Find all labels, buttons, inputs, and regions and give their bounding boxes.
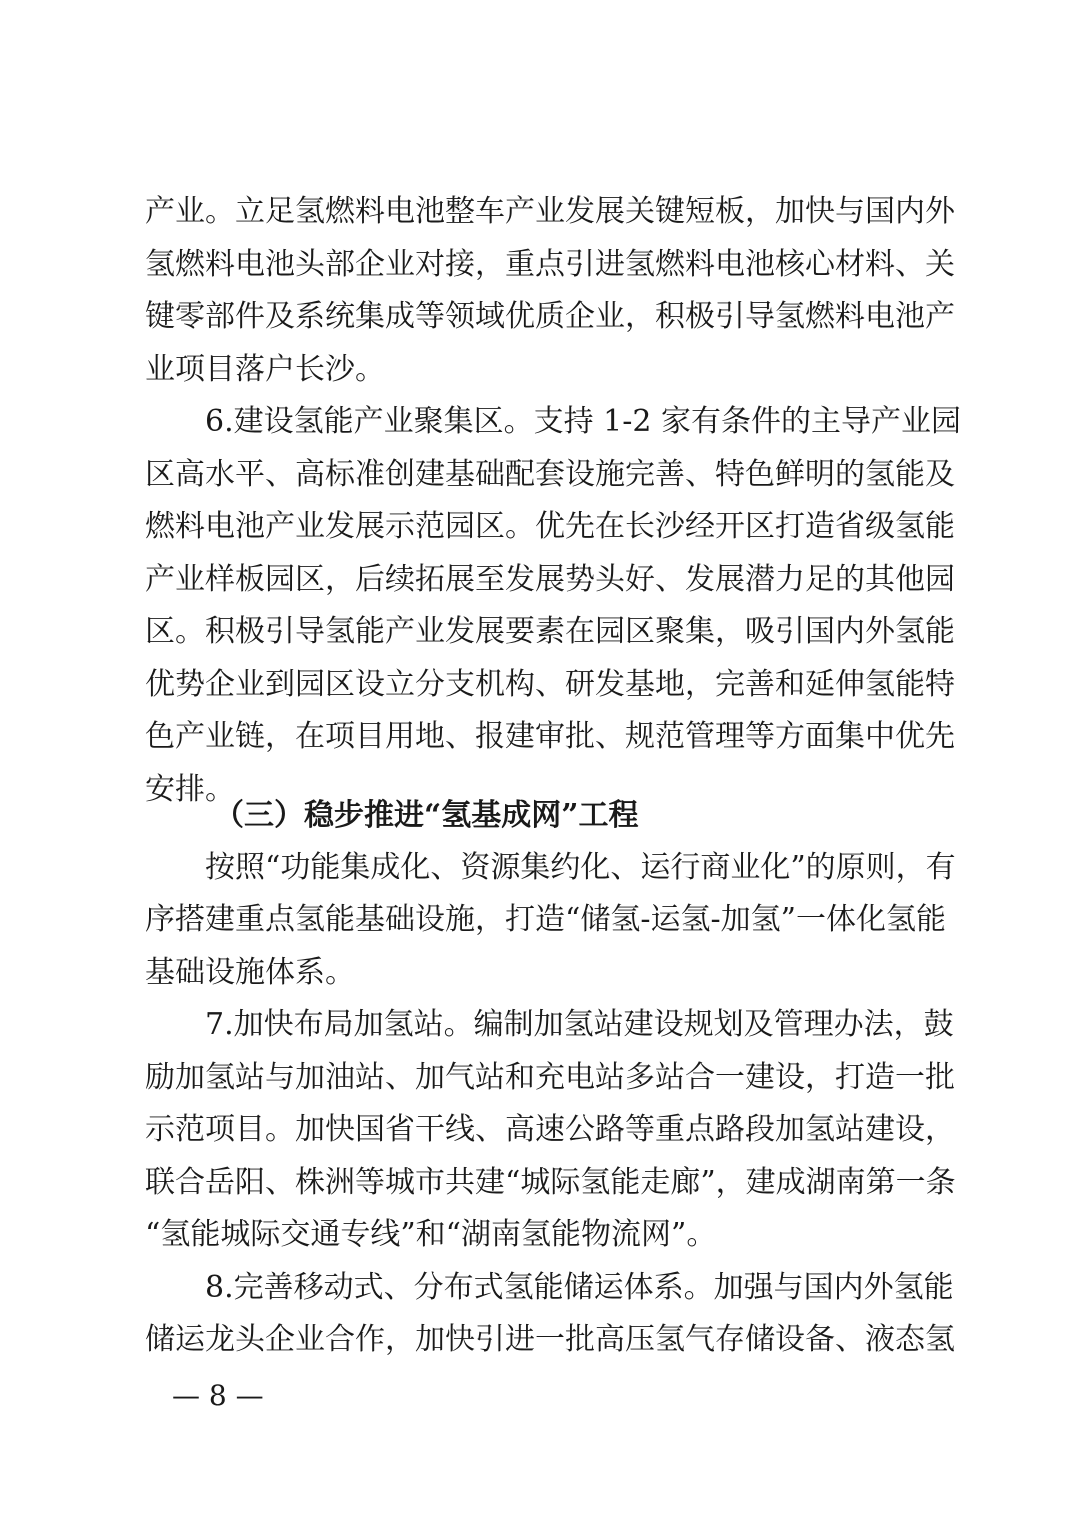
text-line: 产业样板园区，后续拓展至发展势头好、发展潜力足的其他园 <box>145 562 955 597</box>
text-line: 区。积极引导氢能产业发展要素在园区聚集，吸引国内外氢能 <box>145 614 955 649</box>
text-line: 燃料电池产业发展示范园区。优先在长沙经开区打造省级氢能 <box>145 509 955 544</box>
text-line: 安排。 <box>145 772 235 807</box>
text-line: 励加氢站与加油站、加气站和充电站多站合一建设，打造一批 <box>145 1060 955 1095</box>
text-line: 氢燃料电池头部企业对接，重点引进氢燃料电池核心材料、关 <box>145 247 955 282</box>
text-line: 示范项目。加快国省干线、高速公路等重点路段加氢站建设， <box>145 1112 955 1147</box>
page-number: — 8 — <box>172 1379 264 1412</box>
text-line: “氢能城际交通专线”和“湖南氢能物流网”。 <box>145 1217 717 1252</box>
section-intro-first-line: 按照“功能集成化、资源集约化、运行商业化”的原则，有 <box>205 850 956 885</box>
text-line: 基础设施体系。 <box>145 955 355 990</box>
text-line: 业项目落户长沙。 <box>145 352 385 387</box>
text-line: 区高水平、高标准创建基础配套设施完善、特色鲜明的氢能及 <box>145 457 955 492</box>
item-7-first-line: 7.加快布局加氢站。编制加氢站建设规划及管理办法，鼓 <box>205 1007 954 1042</box>
text-line: 序搭建重点氢能基础设施，打造“储氢-运氢-加氢”一体化氢能 <box>145 902 946 937</box>
item-8-first-line: 8.完善移动式、分布式氢能储运体系。加强与国内外氢能 <box>205 1270 954 1305</box>
text-line: 色产业链，在项目用地、报建审批、规范管理等方面集中优先 <box>145 719 955 754</box>
text-line: 产业。立足氢燃料电池整车产业发展关键短板，加快与国内外 <box>145 194 955 229</box>
item-6-first-line: 6.建设氢能产业聚集区。支持 1-2 家有条件的主导产业园 <box>205 404 962 439</box>
text-line: 储运龙头企业合作，加快引进一批高压氢气存储设备、液态氢 <box>145 1322 955 1357</box>
section-heading: （三）稳步推进“氢基成网”工程 <box>214 798 639 833</box>
text-line: 键零部件及系统集成等领域优质企业，积极引导氢燃料电池产 <box>145 299 955 334</box>
text-line: 优势企业到园区设立分支机构、研发基地，完善和延伸氢能特 <box>145 667 955 702</box>
text-line: 联合岳阳、株洲等城市共建“城际氢能走廊”，建成湖南第一条 <box>145 1165 956 1200</box>
